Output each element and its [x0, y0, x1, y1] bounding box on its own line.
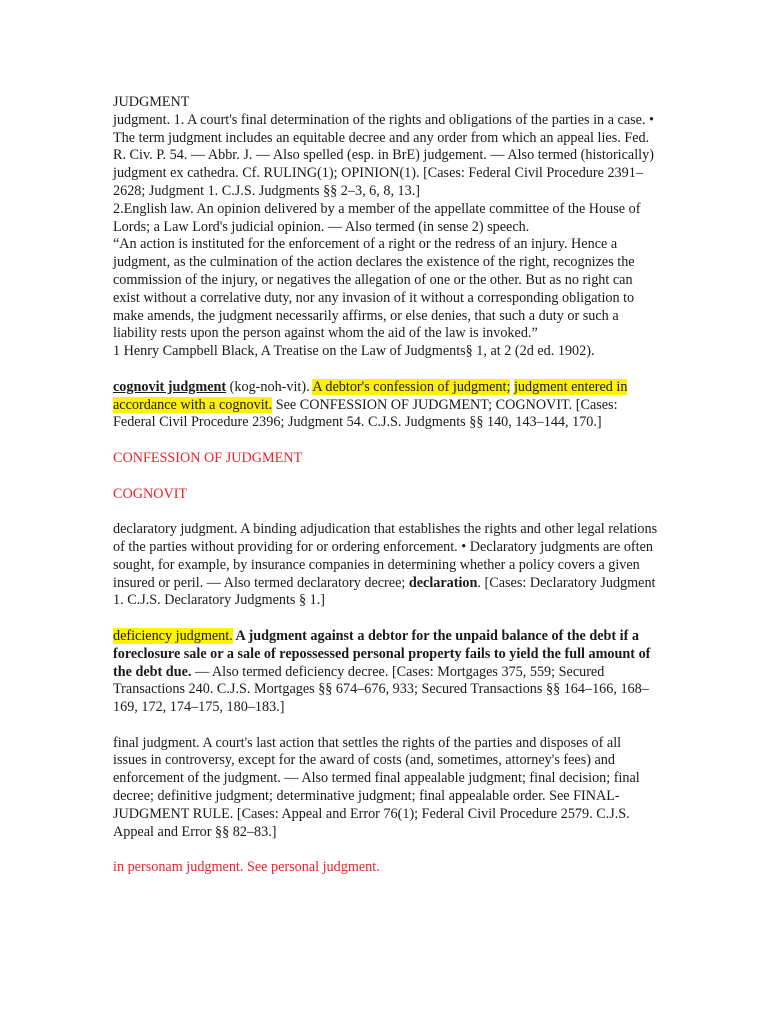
judgment-citation: 1 Henry Campbell Black, A Treatise on the Law of Judgments§ 1, at 2 (2d ed. 1902).: [113, 343, 595, 360]
final-judgment-entry: final judgment. A court's last action that settles the rights of the parties and disposes of all issues in controversy, except for the award of costs (and, sometimes, attorney's fees) and enforcement of the judgment. — Also termed final appealable judgment; final decision; final decree; definitive judgment; determinative judgment; final appealable order. See FINAL-JUDGMENT RULE. [Cases: Appeal and Error 76(1); Federal Civil Procedure 2579. C.J.S. Appeal and Error §§ 82–83.]: [113, 734, 640, 840]
confession-of-judgment-link[interactable]: CONFESSION OF JUDGMENT: [113, 449, 303, 466]
declaratory-text: declaratory judgment. A binding adjudication that establishes the rights and other legal relations of the parties without providing for or ordering enforcement. • Declaratory judgments are often sought, for example, by insurance companies in determining whether a policy covers a given insured or peril. — Also termed declaratory decree;: [113, 521, 658, 591]
cognovit-judgment-entry: [113, 379, 658, 432]
declaratory-rest: . [Cases: Declaratory Judgment 1. C.J.S. Declaratory Judgments § 1.]: [113, 574, 656, 609]
cognovit-highlight-1: A debtor's confession of judgment;: [312, 378, 511, 395]
cognovit-rest: See CONFESSION OF JUDGMENT; COGNOVIT. [Cases: Federal Civil Procedure 2396; Judgment 54. C.J.S. Judgments §§ 140, 143–144, 170.]: [113, 396, 618, 431]
cognovit-pronunciation: (kog-noh-vit).: [226, 378, 313, 395]
judgment-quote: “An action is instituted for the enforcement of a right or the redress of an injury. Hence a judgment, as the culmination of the action declares the existence of the right, recognizes the commission of the injury, or negatives the allegation of one or the other. But as no right can exist without a correlative duty, nor any invasion of it without a corresponding obligation to make amends, the judgment necessarily affirms, or else denies, that such a duty or such a liability rests upon the person against whom the aid of the law is invoked.”: [113, 236, 635, 342]
cognovit-highlight-2: judgment entered in accordance with a cognovit.: [113, 378, 628, 413]
in-personam-judgment-link[interactable]: in personam judgment. See personal judgment.: [113, 859, 380, 876]
heading: JUDGMENT: [113, 94, 190, 110]
cognovit-term[interactable]: cognovit judgment: [113, 378, 227, 395]
judgment-sense-2: 2.English law. An opinion delivered by a member of the appellate committee of the House of Lords; a Law Lord's judicial opinion. — Also termed (in sense 2) speech.: [113, 200, 641, 235]
cognovit-link[interactable]: COGNOVIT: [113, 485, 188, 502]
deficiency-bold: A judgment against a debtor for the unpaid balance of the debt if a foreclosure sale or a sale of repossessed personal property fails to yield the full amount of the debt due.: [113, 627, 651, 680]
deficiency-judgment-entry: [113, 628, 658, 717]
judgment-definition: judgment. 1. A court's final determination of the rights and obligations of the parties in a case. • The term judgment includes an equitable decree and any order from which an appeal lies. Fed. R. Civ. P. 54. — Abbr. J. — Also spelled (esp. in BrE) judgement. — Also termed (historically) judgment ex cathedra. Cf. RULING(1); OPINION(1). [Cases: Federal Civil Procedure 2391–2628; Judgment 1. C.J.S. Judgments §§ 2–3, 6, 8, 13.]: [113, 111, 655, 199]
declaratory-bold: declaration: [408, 574, 478, 591]
deficiency-rest: — Also termed deficiency decree. [Cases: Mortgages 375, 559; Secured Transactions 240. C.J.S. Mortgages §§ 674–676, 933; Secured Transactions §§ 164–166, 168–169, 172, 174–175, 180–183.]: [113, 663, 649, 716]
declaratory-judgment-entry: [113, 521, 658, 610]
deficiency-highlight: deficiency judgment.: [113, 627, 233, 644]
document-page: [113, 94, 658, 877]
